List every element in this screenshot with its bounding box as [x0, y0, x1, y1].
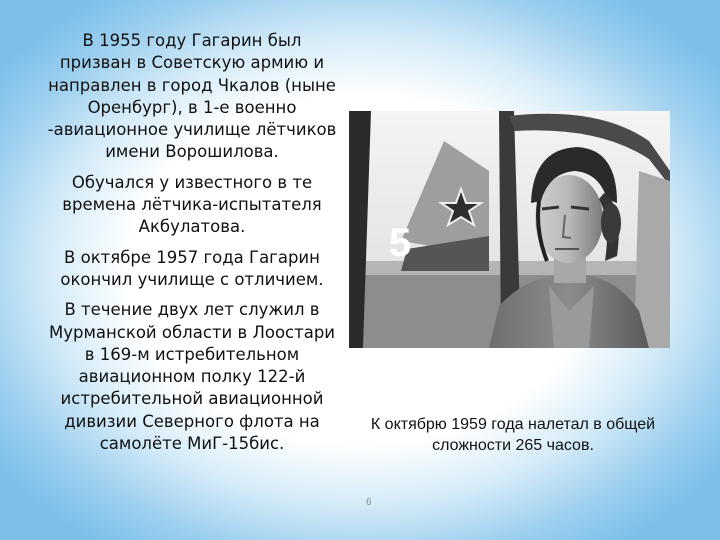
paragraph-instructor: Обучался у известного в те времена лётчика-испытателя Акбулатова. [62, 172, 322, 237]
flight-hours-caption: К октябрю 1959 года налетал в общей сложности 265 часов. [370, 416, 656, 454]
paragraph-graduation: В октябре 1957 года Гагарин окончил училище с отличием. [60, 247, 324, 289]
page-number: 6 [366, 497, 372, 508]
paragraph-conscription: В 1955 году Гагарин был призван в Советскую армию и направлен в город Чкалов (ныне Оренбург), в 1-е военно -авиационное училище лётчиков имени Ворошилова. [47, 31, 337, 162]
plane-number: 5 [389, 221, 412, 265]
pilot-photo [349, 111, 670, 348]
main-text-block [46, 30, 338, 455]
paragraph-service: В течение двух лет служил в Мурманской области в Лоостари в 169-м истребительном авиационном полку 122-й истребительной авиационной дивизии Северного флота на самолёте МиГ-15бис. [48, 300, 336, 454]
